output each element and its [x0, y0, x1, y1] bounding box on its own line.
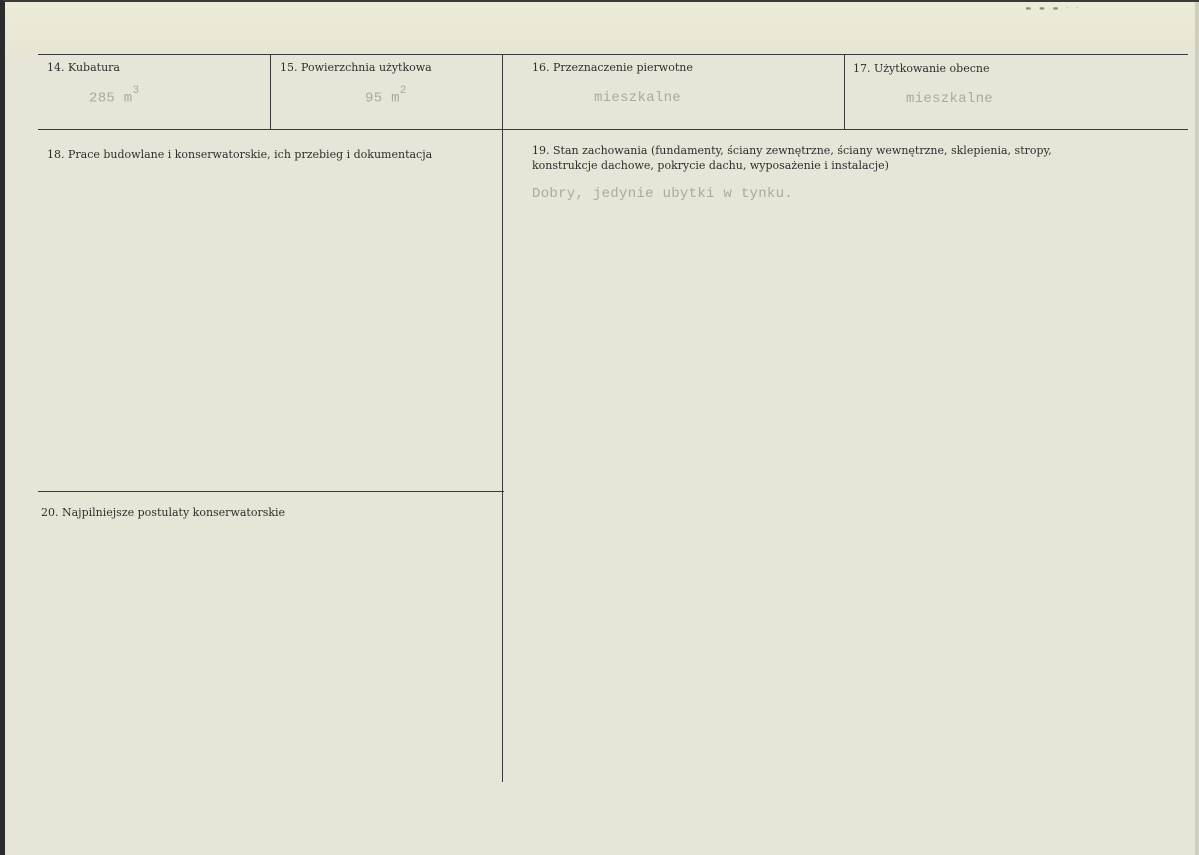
section-rule [38, 491, 504, 492]
field-19-value: Dobry, jedynie ubytki w tynku. [532, 186, 794, 202]
middle-rule [38, 129, 1188, 130]
field-14-label: 14. Kubatura [47, 61, 120, 74]
field-16-value: mieszkalne [594, 90, 682, 106]
field-20-label: 20. Najpilniejsze postulaty konserwatorskie [41, 506, 286, 519]
field-14-value [89, 85, 140, 107]
field-15-label: 15. Powierzchnia użytkowa [280, 61, 432, 74]
field-14-exponent: 3 [132, 85, 140, 97]
column-divider-2 [502, 54, 503, 782]
field-18-label: 18. Prace budowlane i konserwatorskie, ich przebieg i dokumentacja [47, 148, 433, 161]
field-15-value [365, 85, 407, 107]
field-16-label: 16. Przeznaczenie pierwotne [532, 61, 693, 74]
card-edge [1195, 2, 1199, 855]
column-divider-3 [844, 54, 845, 129]
top-margin [5, 2, 1199, 52]
top-rule [38, 54, 1188, 55]
field-15-value-text: 95 m [365, 90, 400, 107]
field-17-label: 17. Użytkowanie obecne [853, 62, 990, 75]
field-14-value-text: 285 m [89, 90, 133, 107]
field-15-exponent: 2 [399, 85, 407, 97]
corner-marks: ▬ ▬ ▬ · · [1025, 5, 1081, 12]
field-17-value: mieszkalne [906, 91, 994, 107]
field-19-label: 19. Stan zachowania (fundamenty, ściany zewnętrzne, ściany wewnętrzne, sklepienia, stropy, konstrukcje dachowe, pokrycie dachu, wyposażenie i instalacje) [532, 144, 1052, 172]
column-divider-1 [270, 54, 271, 129]
